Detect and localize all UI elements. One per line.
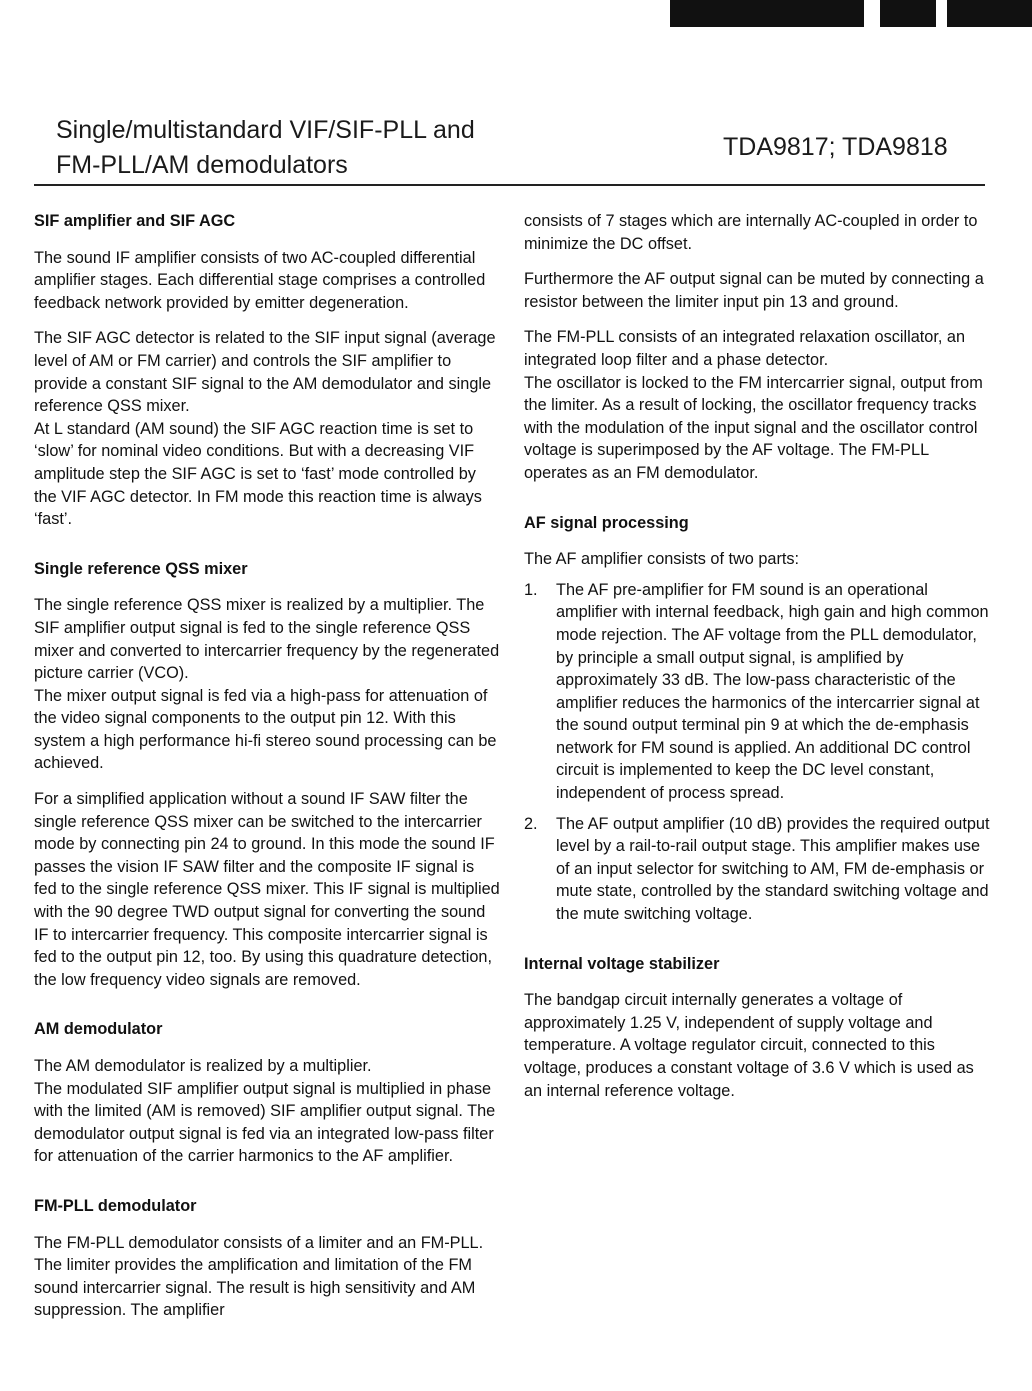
title-line-1: Single/multistandard VIF/SIF-PLL and — [56, 116, 475, 144]
paragraph: The AM demodulator is realized by a multiplier. — [34, 1057, 372, 1075]
part-number: TDA9817; TDA9818 — [723, 133, 948, 161]
paragraph: The mixer output signal is fed via a high-pass for attenuation of the video signal components to the output pin 12. With this system a high performance hi-fi stereo sound processing can be achieved. — [34, 686, 497, 773]
section-heading-sif-amplifier: SIF amplifier and SIF AGC — [34, 212, 236, 230]
paragraph: For a simplified application without a sound IF SAW filter the single reference QSS mixer can be switched to the intercarrier mode by connecting pin 24 to ground. In this mode the sound IF passes the vision IF SAW filter and the composite IF signal is fed to the single reference QSS mixer. This IF signal is multiplied with the 90 degree TWD output signal for converting the sound IF to intercarrier frequency. This composite intercarrier signal is fed to the output pin 12, too. By using this quadrature detection, the low frequency video signals are removed. — [34, 790, 500, 989]
title-line-2: FM-PLL/AM demodulators — [56, 151, 348, 179]
header-divider — [34, 184, 985, 186]
list-item-number: 1. — [524, 580, 538, 599]
left-column — [34, 210, 500, 1322]
paragraph: The SIF AGC detector is related to the SIF input signal (average level of AM or FM carrier) and controls the SIF amplifier to provide a constant SIF signal to the AM demodulator and single reference QSS mixer. — [34, 329, 496, 416]
marker-bar — [947, 0, 1032, 27]
section-heading-qss-mixer: Single reference QSS mixer — [34, 559, 248, 578]
paragraph: consists of 7 stages which are internally AC-coupled in order to minimize the DC offset. — [524, 212, 978, 253]
section-heading-fm-pll-demodulator: FM-PLL demodulator — [34, 1196, 197, 1215]
paragraph: The sound IF amplifier consists of two AC-coupled differential amplifier stages. Each differential stage comprises a controlled feedback network provided by emitter degeneration. — [34, 248, 486, 312]
paragraph: The FM-PLL consists of an integrated relaxation oscillator, an integrated loop filter and a phase detector. — [524, 328, 966, 369]
marker-bar — [880, 0, 936, 27]
paragraph: The modulated SIF amplifier output signal is multiplied in phase with the limited (AM is removed) SIF amplifier output signal. The demodulator output signal is fed via an integrated low-pass filter for attenuation of the carrier harmonics to the AF amplifier. — [34, 1079, 496, 1166]
paragraph: At L standard (AM sound) the SIF AGC reaction time is set to ‘slow’ for nominal video conditions. But with a decreasing VIF amplitude step the SIF AGC is set to ‘fast’ mode controlled by the VIF AGC detector. In FM mode this reaction time is always ‘fast’. — [34, 419, 482, 529]
paragraph: The FM-PLL demodulator consists of a limiter and an FM-PLL. The limiter provides the amplification and limitation of the FM sound intercarrier signal. The result is high sensitivity and AM suppression. The amplifier — [34, 1233, 484, 1320]
paragraph: Furthermore the AF output signal can be muted by connecting a resistor between the limiter input pin 13 and ground. — [524, 270, 984, 311]
right-column — [524, 210, 990, 1102]
list-item — [524, 579, 990, 805]
paragraph: The bandgap circuit internally generates a voltage of approximately 1.25 V, independent of supply voltage and temperature. A voltage regulator circuit, connected to this voltage, produces a constant voltage of 3.6 V which is used as an internal reference voltage. — [524, 991, 974, 1100]
section-heading-am-demodulator: AM demodulator — [34, 1020, 163, 1039]
section-heading-af-signal-processing: AF signal processing — [524, 513, 689, 532]
list-item-text: The AF pre-amplifier for FM sound is an operational amplifier with internal feedback, high gain and high common mode rejection. The AF voltage from the PLL demodulator, by principle a small output signal, is amplified by approximately 33 dB. The low-pass characteristic of the amplifier reduces the harmonics of the intercarrier signal at the sound output terminal pin 9 at which the de-emphasis network for FM sound is applied. An additional DC control circuit is implemented to keep the DC level constant, independent of process spread. — [556, 580, 989, 803]
paragraph: The oscillator is locked to the FM intercarrier signal, output from the limiter. As a result of locking, the oscillator frequency tracks with the modulation of the input signal and the oscillator control voltage is superimposed by the AF voltage. The FM-PLL operates as an FM demodulator. — [524, 373, 983, 482]
section-heading-voltage-stabilizer: Internal voltage stabilizer — [524, 954, 720, 973]
list-item-text: The AF output amplifier (10 dB) provides the required output level by a rail-to-rail output stage. This amplifier makes use of an input selector for switching to AM, FM de-emphasis or mute state, controlled by the standard switching voltage and the mute switching voltage. — [556, 814, 990, 924]
list-item — [524, 813, 990, 926]
document-title — [56, 113, 475, 183]
paragraph: The single reference QSS mixer is realized by a multiplier. The SIF amplifier output signal is fed to the single reference QSS mixer and converted to intercarrier frequency by the regenerated picture carrier (VCO). — [34, 596, 500, 683]
marker-bar — [670, 0, 864, 27]
numbered-list — [524, 579, 990, 926]
paragraph: The AF amplifier consists of two parts: — [524, 550, 800, 569]
list-item-number: 2. — [524, 814, 538, 833]
